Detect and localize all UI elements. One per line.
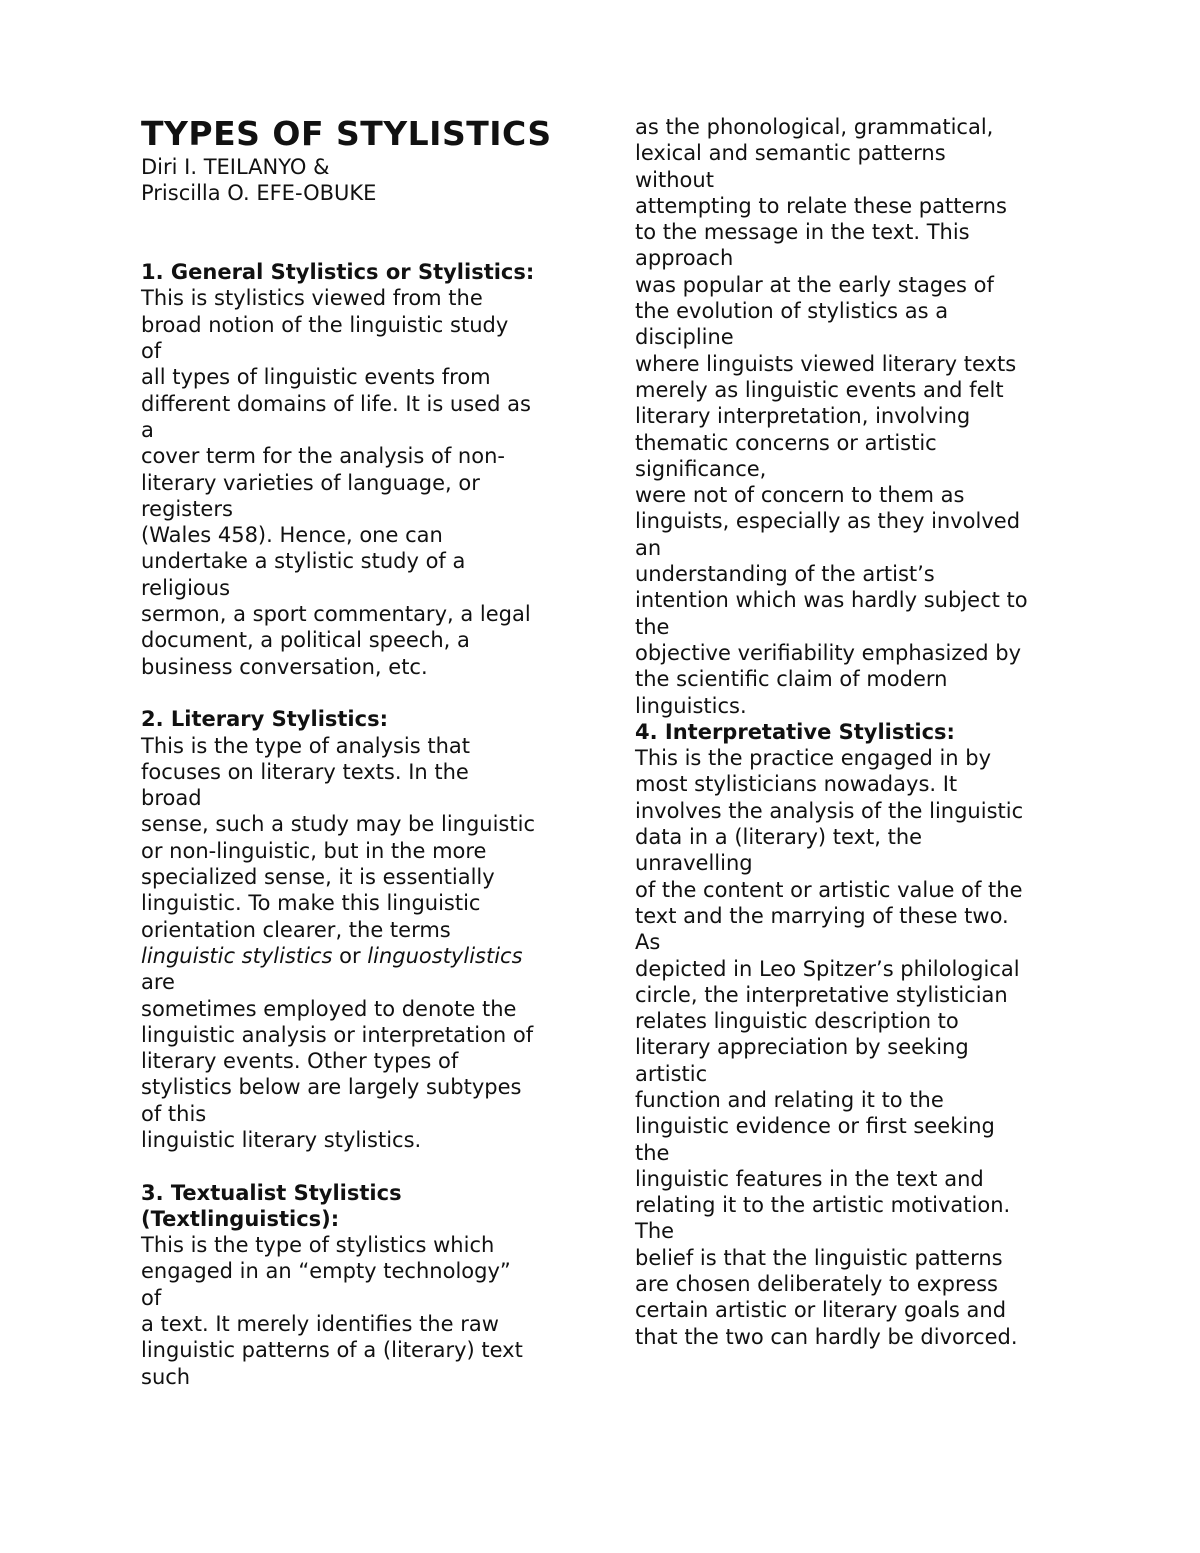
paragraph-line: literary interpretation, involving [635, 404, 971, 429]
paragraph-line: where linguists viewed literary texts [635, 351, 1017, 376]
paragraph-line: involves the analysis of the linguistic [635, 798, 1024, 823]
paragraph-line: sermon, a sport commentary, a legal [141, 602, 531, 627]
paragraph-line: was popular at the early stages of [635, 272, 994, 297]
paragraph-line: attempting to relate these patterns [635, 193, 1007, 218]
paragraph-line: linguistic. To make this linguistic [141, 891, 481, 916]
paragraph-line: document, a political speech, a [141, 628, 470, 653]
paragraph-line: intention which was hardly subject to [635, 588, 1028, 613]
paragraph-line: circle, the interpretative stylistician [635, 982, 1008, 1007]
paragraph-line: artistic [635, 1061, 708, 1086]
paragraph-line: This is stylistics viewed from the [141, 286, 483, 311]
paragraph-line: the [635, 614, 670, 639]
section-heading-literary-stylistics: 2. Literary Stylistics: [141, 707, 388, 732]
paragraph-line: orientation clearer, the terms [141, 917, 451, 942]
section-heading-textualist-stylistics-cont: (Textlinguistics): [141, 1206, 340, 1231]
paragraph-line: linguistic patterns of a (literary) text [141, 1338, 523, 1363]
paragraph-line: merely as linguistic events and felt [635, 377, 1004, 402]
paragraph-line: such [141, 1364, 191, 1389]
paragraph-line: all types of linguistic events from [141, 365, 491, 390]
paragraph-line: linguistic features in the text and [635, 1166, 984, 1191]
paragraph-line: cover term for the analysis of non- [141, 444, 505, 469]
paragraph-line: text and the marrying of these two. [635, 903, 1009, 928]
section-heading-textualist-stylistics: 3. Textualist Stylistics [141, 1180, 402, 1205]
paragraph-line: certain artistic or literary goals and [635, 1298, 1007, 1323]
paragraph-line: of [141, 1285, 162, 1310]
paragraph-line: a text. It merely identifies the raw [141, 1312, 499, 1337]
paragraph-line: linguists, especially as they involved [635, 509, 1021, 534]
paragraph-line: the evolution of stylistics as a [635, 299, 949, 324]
paragraph-line: different domains of life. It is used as [141, 391, 531, 416]
paragraph-line: literary events. Other types of [141, 1049, 459, 1074]
connector-text: or [332, 943, 368, 968]
author-line: Priscilla O. EFE-OBUKE [141, 181, 377, 206]
paragraph-line: broad [141, 786, 202, 811]
paragraph-line: engaged in an “empty technology” [141, 1259, 511, 1284]
paragraph-line: undertake a stylistic study of a [141, 549, 466, 574]
paragraph-line: stylistics below are largely subtypes [141, 1075, 522, 1100]
right-column [635, 114, 1075, 1350]
paragraph-line: linguistic evidence or first seeking [635, 1114, 995, 1139]
paragraph-line: were not of concern to them as [635, 483, 965, 508]
paragraph-line: (Wales 458). Hence, one can [141, 523, 443, 548]
paragraph-line: most stylisticians nowadays. It [635, 772, 958, 797]
paragraph-line: relates linguistic description to [635, 1009, 959, 1034]
paragraph-line: discipline [635, 325, 734, 350]
paragraph-line: This is the type of stylistics which [141, 1233, 495, 1258]
paragraph-line: business conversation, etc. [141, 654, 428, 679]
paragraph-line: This is the practice engaged in by [635, 746, 992, 771]
paragraph-line: of the content or artistic value of the [635, 877, 1023, 902]
left-column [141, 114, 581, 1390]
paragraph-line: as the phonological, grammatical, [635, 115, 994, 139]
paragraph-line: sense, such a study may be linguistic [141, 812, 535, 837]
paragraph-line: broad notion of the linguistic study [141, 312, 509, 337]
paragraph-line: objective verifiability emphasized by [635, 640, 1022, 665]
paragraph-line: This is the type of analysis that [141, 733, 471, 758]
paragraph-line: focuses on literary texts. In the [141, 759, 469, 784]
author-line: Diri I. TEILANYO & [141, 155, 330, 179]
paragraph-line: understanding of the artist’s [635, 562, 935, 587]
paragraph-line: the scientific claim of modern [635, 667, 948, 692]
paragraph-line: thematic concerns or artistic [635, 430, 937, 455]
spacer [141, 680, 581, 706]
paragraph-line: or non-linguistic, but in the more [141, 838, 487, 863]
paragraph-line: to the message in the text. This [635, 220, 970, 245]
paragraph-line: an [635, 535, 662, 560]
paragraph-line: linguistics. [635, 693, 747, 718]
paragraph-line: of this [141, 1101, 207, 1126]
paragraph-line-italic-terms [141, 943, 581, 969]
paragraph-line: linguistic analysis or interpretation of [141, 1022, 534, 1047]
paragraph-line: religious [141, 575, 231, 600]
italic-term: linguistic stylistics [141, 943, 333, 968]
paragraph-line: As [635, 930, 661, 955]
paragraph-line: approach [635, 246, 734, 271]
paragraph-line: function and relating it to the [635, 1087, 944, 1112]
italic-term: linguostylistics [367, 943, 523, 968]
paragraph-line: literary varieties of language, or [141, 470, 480, 495]
spacer [141, 207, 581, 233]
paragraph-line: registers [141, 496, 233, 521]
paragraph-line: specialized sense, it is essentially [141, 865, 495, 890]
paragraph-line: of [141, 339, 162, 364]
paragraph-line: relating it to the artistic motivation. [635, 1193, 1011, 1218]
paragraph-line: without [635, 167, 714, 192]
paragraph-line: significance, [635, 456, 767, 481]
paragraph-line: The [635, 1219, 675, 1244]
paragraph-line: depicted in Leo Spitzer’s philological [635, 956, 1020, 981]
paragraph-line: are [141, 970, 175, 995]
paragraph-line: literary appreciation by seeking [635, 1035, 969, 1060]
paragraph-line: belief is that the linguistic patterns [635, 1245, 1003, 1270]
paragraph-line: that the two can hardly be divorced. [635, 1324, 1018, 1349]
section-heading-general-stylistics: 1. General Stylistics or Stylistics: [141, 260, 535, 285]
paragraph-line: lexical and semantic patterns [635, 141, 946, 166]
paragraph-line: a [141, 417, 154, 442]
paragraph-line: the [635, 1140, 670, 1165]
spacer [141, 1153, 581, 1179]
paragraph-line: sometimes employed to denote the [141, 996, 517, 1021]
paragraph-line: are chosen deliberately to express [635, 1272, 998, 1297]
paragraph-line: unravelling [635, 851, 753, 876]
document-title: TYPES OF STYLISTICS [141, 114, 552, 153]
paragraph-line: linguistic literary stylistics. [141, 1127, 422, 1152]
section-heading-interpretative-stylistics: 4. Interpretative Stylistics: [635, 719, 955, 744]
spacer [141, 233, 581, 259]
paragraph-line: data in a (literary) text, the [635, 825, 923, 850]
